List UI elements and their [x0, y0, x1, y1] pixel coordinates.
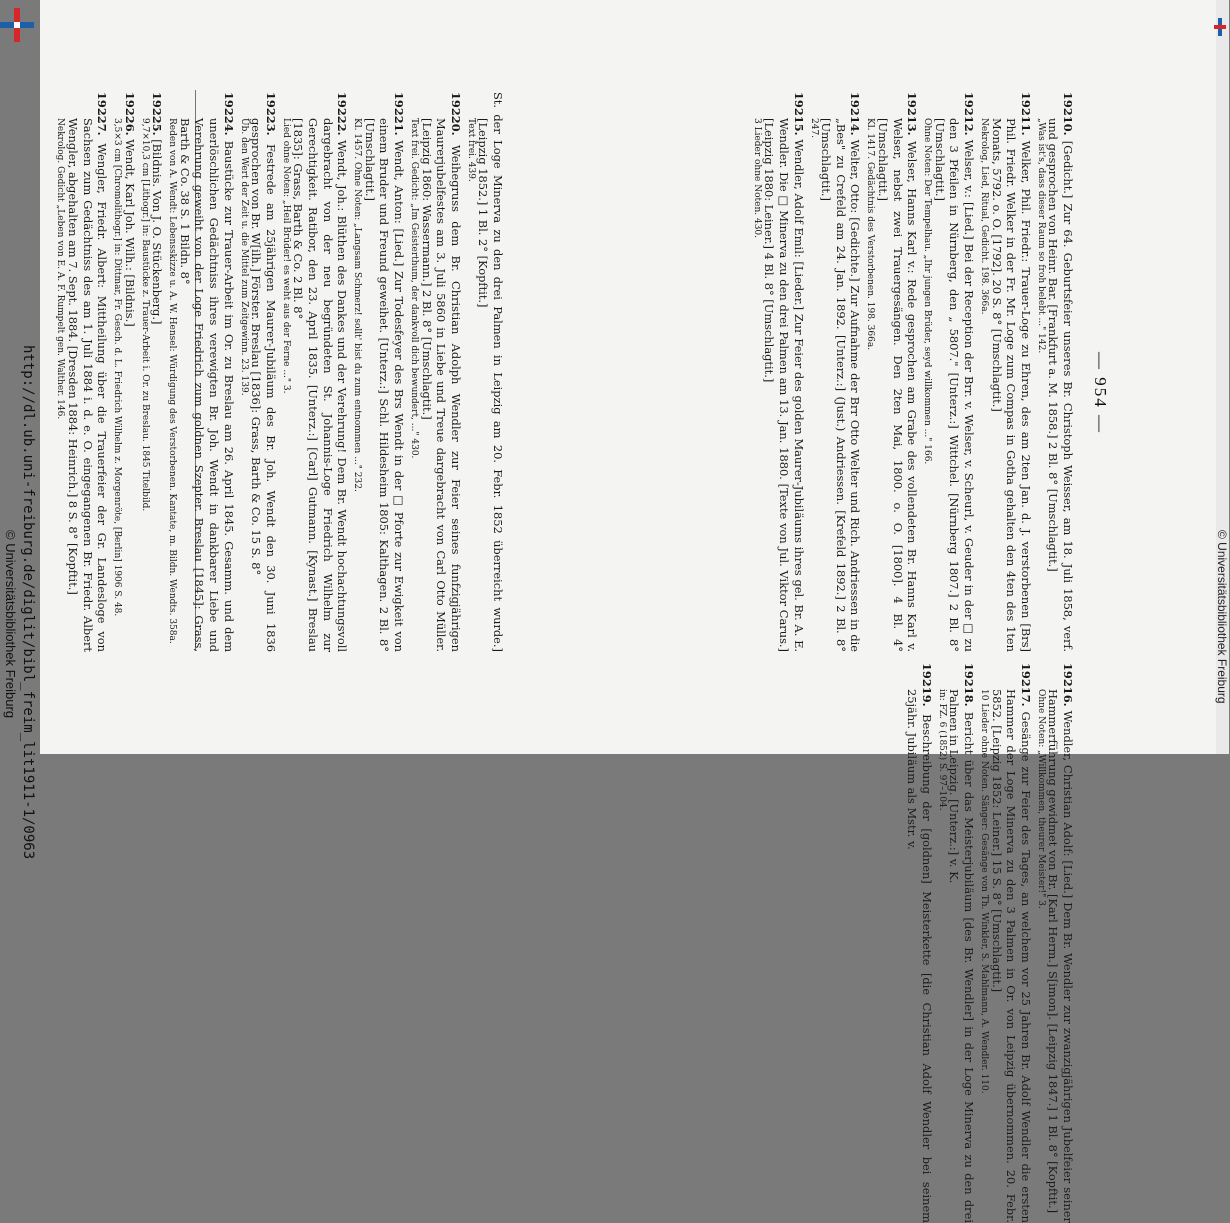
entry-note: Üb. den Wert der Zeit u. die Mittel zum Zeitgewinn. 23. 139. — [238, 118, 249, 396]
bibliography-entry — [166, 92, 235, 652]
entry-text: [Bildnis. Von J. O. Stückenberg.] — [150, 139, 165, 325]
bibliography-entry — [978, 663, 1033, 1223]
entry-number: 19224. — [221, 92, 236, 136]
entry-number: 19220. — [448, 92, 463, 136]
entry-number: 19222. — [335, 92, 350, 136]
bibliography-entry — [351, 92, 406, 652]
entry-note: Text frei. Gedicht: „Im Geisterthum, der dankvoll dich bewundert, ..." 430. — [409, 118, 420, 459]
entry-number: 19225. — [150, 92, 165, 136]
entry-text: Wendt, Anton: [Lied.] Zur Todesfeyer des Brs Wendt in der □ Pforte zur Ewigkeit von einem Bruder und Freund geweihet. [Unterz.:] Schl. Hildesheim 1805: Kalthagen. 2 Bl. 8° [Umschlagtit.] — [362, 118, 407, 653]
entry-note: Ohne Noten: Der Tempelhau. „Ihr jungen Brüder, seyd willkommen ..." 166. — [922, 118, 933, 465]
entry-text: Wendler, Adolf Emil: [Lieder.] Zur Feier des golden Maurer-Jubiläums ihres gel. Br. A. E. Wendler. Die □ Minerva zu den drei Palmen am 13. Jan. 1880. [Texte von Jul. Viktor Carus.] [Leipzig 1880: Leiner.] 4 Bl. 8° [Umschlagtit.] — [762, 118, 806, 653]
bibliography-entry — [808, 92, 863, 652]
bibliography-entry — [905, 663, 934, 1223]
page-number: — 954 — — [1091, 352, 1110, 434]
entry-text: Wendt, Joh.: Blüthen des Dankes und der Verehrung! Dem Br. Wendt hochachtungsvoll dargebracht von der neu begründeten St. Johannis-Loge Friedrich Wilhelm zur Gerechtigkeit. Ratibor, den 23. April 1835. [Unterz.:] [Carl] Gutmann. [Kynast.] Breslau [1835]: Grass, Barth & Co. 2 Bl. 8° — [291, 118, 350, 652]
bibliography-entry — [139, 92, 165, 652]
entry-number: 19213. — [905, 92, 920, 136]
entry-note: Kl. 1417. Gedächtnis des Verstorbenen. 198. 366a. — [865, 118, 876, 351]
entry-text: Bericht über das Meisterjubiläum [des Br. Wendler] in der Loge Minerva zu den drei Palmen in Leipzig. [Unterz.:] v. K. — [947, 689, 977, 1223]
entry-note: 3 Lieder ohne Noten. 430. — [751, 118, 762, 239]
entry-number: 19216. — [1061, 663, 1075, 707]
entry-note: Lied ohne Noten: „Heil Brüder! es weht aus der Ferne ..." 3. — [280, 118, 291, 394]
entry-text: Beschreibung der [goldnen] Meisterkette [die Christian Adolf Wendler bei seinem 25jähr. Jubiläum als Mstr. v. — [905, 689, 934, 1223]
entry-number: 19226. — [122, 92, 137, 136]
entry-text: Welker, Phil. Friedr.: Trauer-Loge zu Ehren, des am 2ten Jan. d. J. verstorbenen [Brs] Phil. Friedr. Welker in der Fr. Mr. Loge zum Compas in Gotha gehalten den 4ten des 1ten Monats, 5792. o. O. [1792]. 20 S. 8° [Umschlagtit.] — [989, 118, 1033, 652]
library-logo-icon — [0, 8, 34, 42]
entry-note: „Was ist's, dass dieser Raum so froh belebt ..." 142. — [1035, 118, 1046, 354]
right-text-column — [735, 92, 1075, 1223]
bibliography-entry — [751, 92, 806, 652]
document-url-link[interactable]: http://dl.ub.uni-freiburg.de/diglit/bibl_freim_lit1911-1/0963 — [20, 345, 36, 860]
bibliography-entry — [408, 92, 463, 652]
entry-number: 19218. — [962, 663, 977, 707]
entry-text: Wengler, Friedr. Albert: Mittheilung über die Trauerfeier der Gr. Landesloge von Sachsen zum Gedächtniss des am 1. Juli 1884 i. d. e. O. eingegangenen Br. Friedr. Albert Wengler, abgehalten am 7. Sept. 1884. [Dresden 1884: Heinrich.] 8 S. 8° [Kopftit.] — [65, 118, 110, 652]
bibliography-entry — [1035, 92, 1075, 652]
bibliography-entry — [864, 92, 919, 652]
entry-note: 247. — [808, 118, 819, 139]
entry-note: Nekrolog. Gedicht „Leben von E. A. F. Rumpelt gen. Walther. 146. — [55, 118, 66, 420]
bibliography-entry — [238, 92, 278, 652]
entry-note: Text frei. 439. — [465, 118, 476, 182]
entry-note: 10 Lieder ohne Noten. Sänger: Gesänge von Th. Winkler, S. Mahlmann, A. Wendler. 110. — [979, 689, 990, 1094]
bibliography-entry — [465, 92, 505, 652]
entry-number: 19214. — [848, 92, 863, 136]
entry-note: 3,5×3 cm [Chromolithogr.] in: Dittmar, Fr. Gesch. d. L. Friedrich Wilhelm z. Morgenröte, [Berlin] 1906 S. 48. — [112, 118, 123, 617]
bibliography-entry — [936, 663, 976, 1223]
entry-note: Ohne Noten: „Willkommen, theurer Meister!" 3. — [1035, 689, 1046, 909]
entry-number: 19212. — [962, 92, 977, 136]
bibliography-entry — [280, 92, 349, 652]
entry-text: [Gedicht.] Zur 64. Geburtsfeier unseres Br. Christoph Weisser, am 18. Juli 1858, verf. und gesprochen von Heinr. Bar. [Frankfurt a. M. 1858.] 2 Bl. 8° [Umschlagtit.] — [1046, 118, 1075, 652]
entry-note: Reden von A. Wendt: Lebensskizze u. A. W. Hensel: Würdigung des Verstorbenen. Kantate, m. Bildn. Wendts. 358a. — [167, 118, 178, 644]
entry-note: Kl. 1457. Ohne Noten: „Langsam Schmerz! sollt' bist du zum entnommen ..." 232. — [352, 118, 363, 492]
bibliography-entry — [978, 92, 1033, 652]
entry-text: Welser, v.: [Lied.] Bei der Reception der Brr. v. Welser, v. Scheurl, v. Geuder in der □ zu den 3 Pfeilen in Nürnberg, den „ 5807." [Unterz.:] Wittchel. [Nürnberg 1807.] 2 Bl. 8° [Umschlagtit.] — [932, 118, 977, 653]
entry-note: 9,7×10,3 cm [Lithogr.] in: Baustücke z. Trauer-Arbeit i. Or. zu Breslau. 1845 Titelbild. — [139, 118, 150, 512]
entry-number: 19217. — [1018, 663, 1033, 707]
entry-number: 19215. — [791, 92, 806, 136]
bibliography-entry — [111, 92, 137, 652]
copyright-notice: © Universitätsbibliothek Freiburg — [3, 530, 18, 719]
left-text-column — [55, 92, 505, 653]
entry-number: 19210. — [1061, 92, 1075, 136]
entry-text: St. der Loge Minerva zu den drei Palmen in Leipzig am 20. Febr. 1852 überreicht wurde.] [Leipzig 1852.] 1 Bl. 2° [Kopftit.] — [476, 92, 505, 652]
entry-number: 19227. — [95, 92, 110, 136]
entry-text: Welter, Otto: [Gedichte.] Zur Aufnahme der Brr Otto Welter und Rich. Andriessen in die „Bes" zu Crefeld am 24. Jan. 1892. [Unterz.:] (Just.) Andriessen. [Krefeld 1892.] 2 Bl. 8° [Umschlagtit.] — [819, 118, 863, 652]
bibliography-entry — [921, 92, 976, 652]
right-copyright-notice: © Universitätsbibliothek Freiburg — [1215, 530, 1229, 704]
entry-text: Festrede am 25jährigen Maurer-Jubiläum des Br. Joh. Wendt den 30. Juni 1836 gesprochen von Br. W[ilh.] Förster. Breslau [1836]: Grass, Barth & Co. 15 S. 8° — [249, 118, 278, 653]
entry-text: Gesänge zur Feier des Tages, an welchem vor 25 Jahren Br. Adolf Wendler die ersten Hammer der Loge Minerva zu den 3 Palmen in Or. von Leipzig übernommen. 20. Febr. 5852. [Leipzig 1852: Leiner.] 15 S. 8° [Umschlagtit.] — [989, 689, 1033, 1223]
entry-text: Weihegruss dem Br. Christian Adolph Wendler zur Feier seines funfzigjährigen Maurerjubelfestes am 3. Juli 5860 in Liebe und Treue dargebracht von Carl Otto Müller. [Leipzig 1860: Wassermann.] 2 Bl. 8° [Umschlagtit.] — [419, 118, 463, 652]
entry-note: in: FZ. 6 (1852) S. 97–104. — [936, 689, 947, 811]
entry-text: Baustücke zur Trauer-Arbeit im Or. zu Breslau am 26. April 1845. Gesamm. und dem unerlöschlichen Gedächtniss ihres verewigten Br. Joh. Wendt in dankbarer Liebe und Verehrung geweiht von der Loge Friedrich zum goldnen Szepter. Breslau [1845]: Grass, Barth & Co. 38 S. 1 Bildn. 8° — [177, 118, 236, 652]
entry-text: Wendt, Karl Joh. Wilh.: [Bildnis.] — [122, 139, 137, 327]
entry-note: Nekrolog, Lied, Ritual, Gedicht. 198. 366a. — [979, 118, 990, 315]
bibliography-entry — [54, 92, 109, 652]
entry-number: 19211. — [1018, 92, 1033, 136]
entry-number: 19223. — [263, 92, 278, 136]
entry-number: 19219. — [919, 663, 934, 707]
entry-text: Welser, Hanns Karl v.: Rede gesprochen am Grabe des vollendeten Br. Hanns Karl v. Welser, nebst zwei Trauergesängen. Den 2ten Mai, 1800. o. O. [1800]. 4 Bl. 4° [Umschlagtit.] — [876, 118, 920, 652]
library-logo-small-icon — [1214, 18, 1226, 36]
bibliography-entry — [1035, 663, 1075, 1223]
entry-number: 19221. — [392, 92, 407, 136]
entry-text: Wendler, Christian Adolf: [Lied.] Dem Br. Wendler zur zwanzigjährigen Jubelfeier seiner Hammerführung gewidmet von Br. [Karl Herm.] S[imon]. [Leipzig 1847.] 1 Bl. 8° [Kopftit.] — [1046, 689, 1075, 1223]
